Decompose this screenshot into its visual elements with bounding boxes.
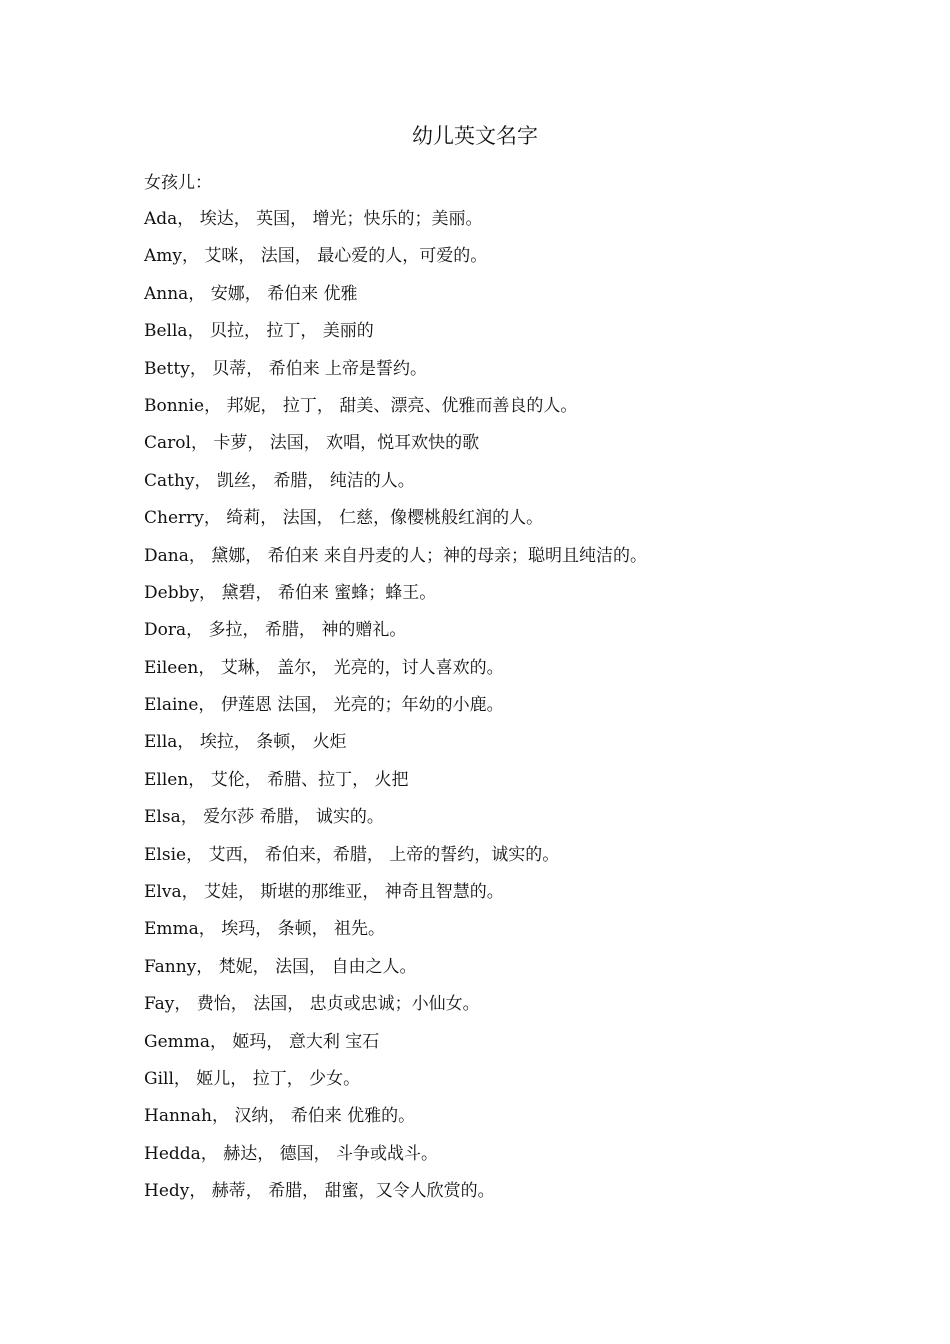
list-item: Ella， 埃拉， 条顿， 火炬 [144, 732, 347, 753]
section-label-girls: 女孩儿： [144, 173, 212, 193]
list-item: Elaine， 伊莲恩 法国， 光亮的；年幼的小鹿。 [144, 695, 504, 716]
list-item: Gill， 姬儿， 拉丁， 少女。 [144, 1068, 361, 1089]
list-item: Ada， 埃达， 英国， 增光；快乐的；美丽。 [144, 209, 483, 229]
list-item: Ellen， 艾伦， 希腊、拉丁， 火把 [144, 769, 409, 790]
list-item: Dana， 黛娜， 希伯来 来自丹麦的人；神的母亲；聪明且纯洁的。 [144, 545, 648, 566]
list-item: Gemma， 姬玛， 意大利 宝石 [144, 1031, 380, 1052]
list-item: Anna， 安娜， 希伯来 优雅 [144, 283, 358, 304]
list-item: Amy， 艾咪， 法国， 最心爱的人，可爱的。 [144, 246, 488, 267]
list-item: Hedy， 赫蒂， 希腊， 甜蜜，又令人欣赏的。 [144, 1181, 495, 1202]
name-list [144, 206, 647, 1216]
list-item: Fanny， 梵妮， 法国， 自由之人。 [144, 956, 417, 977]
list-item: Cathy， 凯丝， 希腊， 纯洁的人。 [144, 470, 415, 491]
list-item: Hedda， 赫达， 德国， 斗争或战斗。 [144, 1143, 438, 1164]
list-item: Elsie， 艾西， 希伯来，希腊， 上帝的誓约，诚实的。 [144, 844, 560, 865]
list-item: Dora， 多拉， 希腊， 神的赠礼。 [144, 620, 407, 641]
list-item: Debby， 黛碧， 希伯来 蜜蜂；蜂王。 [144, 582, 437, 603]
list-item: Elsa， 爱尔莎 希腊， 诚实的。 [144, 807, 384, 828]
list-item: Eileen， 艾琳， 盖尔， 光亮的，讨人喜欢的。 [144, 657, 504, 678]
list-item: Cherry， 绮莉， 法国， 仁慈，像樱桃般红润的人。 [144, 508, 544, 529]
list-item: Elva， 艾娃， 斯堪的那维亚， 神奇且智慧的。 [144, 882, 504, 903]
page-title: 幼儿英文名字 [412, 124, 538, 148]
list-item: Fay， 费怡， 法国， 忠贞或忠诚；小仙女。 [144, 994, 480, 1015]
list-item: Bella， 贝拉， 拉丁， 美丽的 [144, 321, 374, 342]
list-item: Hannah， 汉纳， 希伯来 优雅的。 [144, 1106, 416, 1127]
list-item: Betty， 贝蒂， 希伯来 上帝是誓约。 [144, 358, 428, 379]
list-item: Carol， 卡萝， 法国， 欢唱，悦耳欢快的歌 [144, 433, 480, 454]
list-item: Emma， 埃玛， 条顿， 祖先。 [144, 919, 385, 940]
list-item: Bonnie， 邦妮， 拉丁， 甜美、漂亮、优雅而善良的人。 [144, 395, 578, 416]
